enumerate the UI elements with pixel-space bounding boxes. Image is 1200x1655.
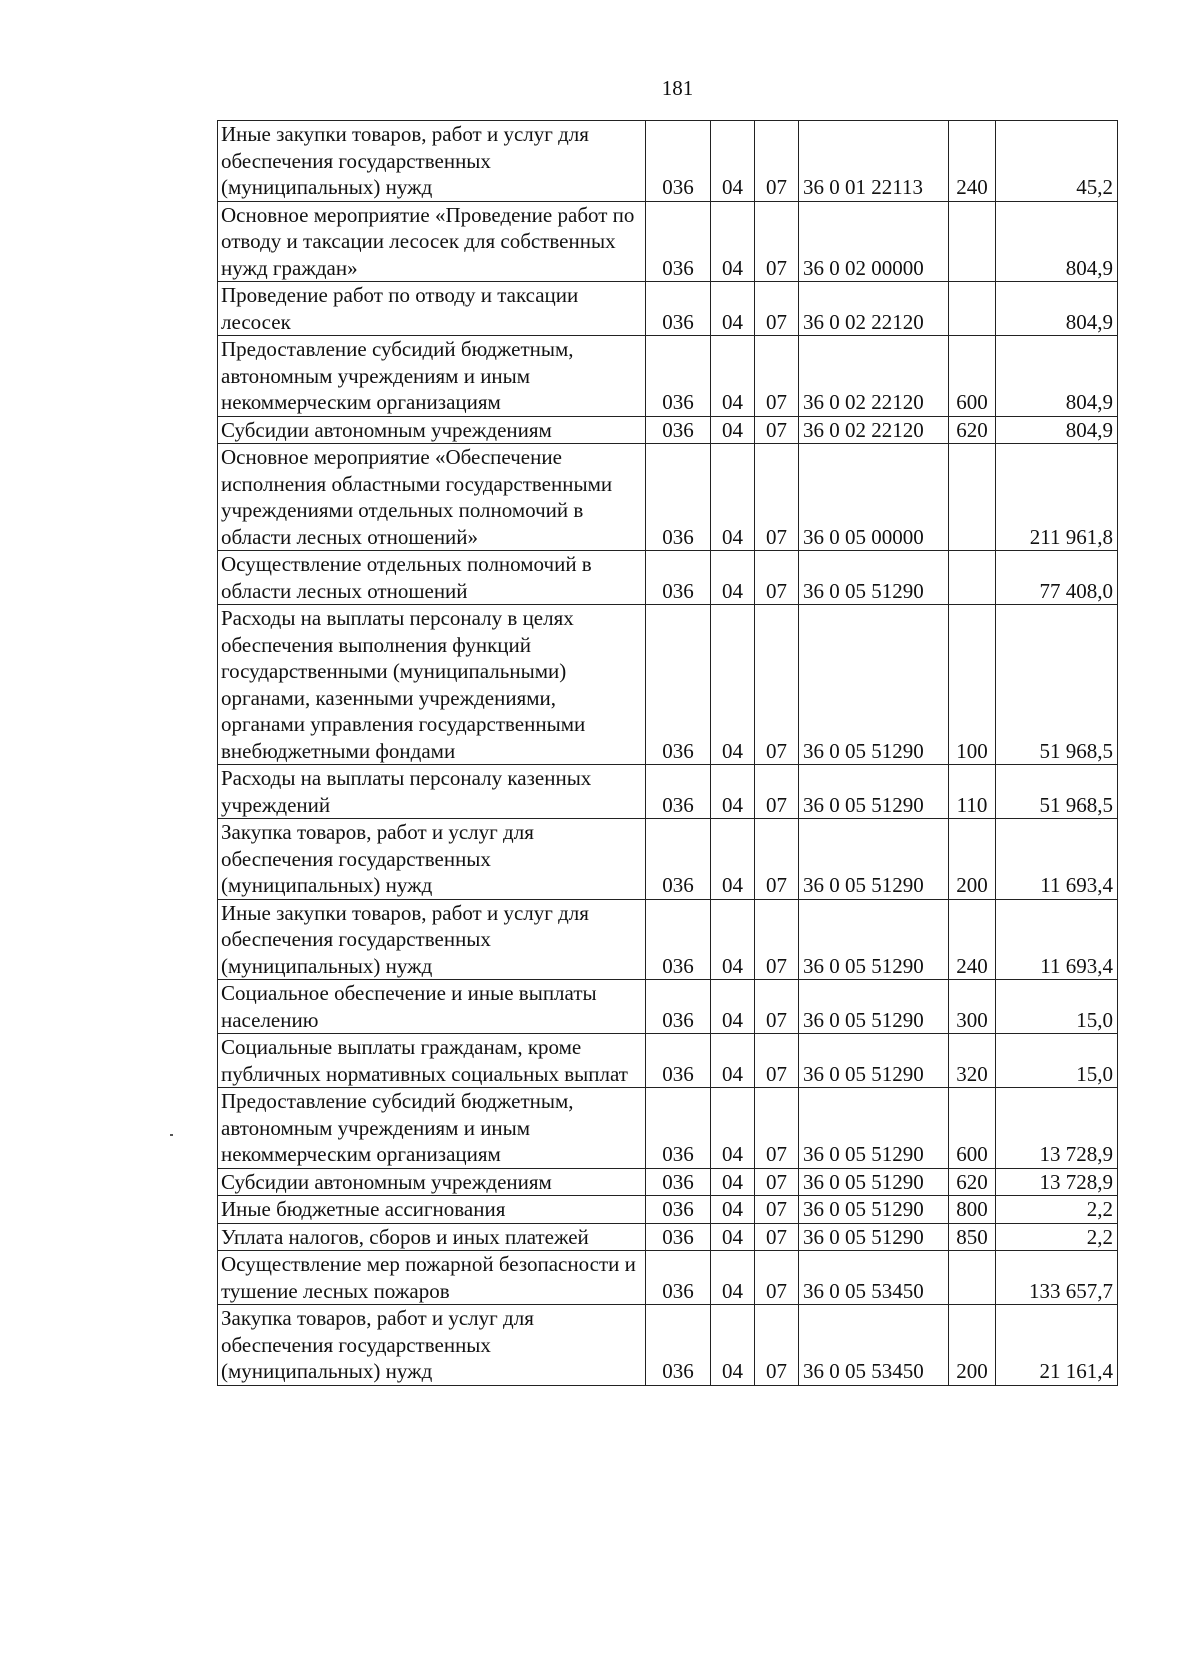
amount: 21 161,4 [996,1305,1118,1386]
table-row [218,444,1118,551]
subsection-code: 07 [755,980,799,1034]
ministry-code: 036 [646,416,711,444]
expense-type-code [949,444,996,551]
section-code: 04 [711,336,755,417]
target-article-code: 36 0 05 51290 [799,1223,949,1251]
target-article-code: 36 0 05 53450 [799,1305,949,1386]
section-code: 04 [711,765,755,819]
section-code: 04 [711,1251,755,1305]
row-name: Расходы на выплаты персоналу в целях обеспечения выполнения функций государственными (муниципальными) органами, казенными учреждениями, органами управления государственными внебюджетными фондами [218,605,646,765]
amount: 804,9 [996,336,1118,417]
ministry-code: 036 [646,1251,711,1305]
section-code: 04 [711,980,755,1034]
table-row [218,1223,1118,1251]
row-name: Субсидии автономным учреждениям [218,416,646,444]
section-code: 04 [711,1196,755,1224]
ministry-code: 036 [646,121,711,202]
amount: 2,2 [996,1196,1118,1224]
page-number: 181 [661,76,694,100]
subsection-code: 07 [755,1196,799,1224]
table-row [218,1088,1118,1169]
expense-type-code: 600 [949,1088,996,1169]
amount: 804,9 [996,416,1118,444]
expense-type-code: 800 [949,1196,996,1224]
target-article-code: 36 0 05 51290 [799,899,949,980]
ministry-code: 036 [646,551,711,605]
table-row [218,1196,1118,1224]
expense-type-code: 240 [949,121,996,202]
row-name: Предоставление субсидий бюджетным, автономным учреждениям и иным некоммерческим организациям [218,336,646,417]
amount: 11 693,4 [996,819,1118,900]
row-name: Иные закупки товаров, работ и услуг для обеспечения государственных (муниципальных) нужд [218,899,646,980]
subsection-code: 07 [755,605,799,765]
ministry-code: 036 [646,605,711,765]
row-name: Предоставление субсидий бюджетным, автономным учреждениям и иным некоммерческим организациям [218,1088,646,1169]
row-name: Основное мероприятие «Обеспечение исполнения областными государственными учреждениями отдельных полномочий в области лесных отношений» [218,444,646,551]
target-article-code: 36 0 05 53450 [799,1251,949,1305]
amount: 51 968,5 [996,605,1118,765]
amount: 77 408,0 [996,551,1118,605]
subsection-code: 07 [755,282,799,336]
subsection-code: 07 [755,765,799,819]
target-article-code: 36 0 05 51290 [799,819,949,900]
expense-type-code [949,551,996,605]
table-row [218,551,1118,605]
expense-type-code [949,282,996,336]
table-row [218,201,1118,282]
table-row [218,1251,1118,1305]
table-row [218,336,1118,417]
subsection-code: 07 [755,416,799,444]
subsection-code: 07 [755,121,799,202]
expense-type-code: 100 [949,605,996,765]
ministry-code: 036 [646,980,711,1034]
section-code: 04 [711,819,755,900]
target-article-code: 36 0 05 51290 [799,1196,949,1224]
subsection-code: 07 [755,201,799,282]
section-code: 04 [711,282,755,336]
section-code: 04 [711,1223,755,1251]
row-name: Субсидии автономным учреждениям [218,1168,646,1196]
table-row [218,899,1118,980]
row-name: Расходы на выплаты персоналу казенных учреждений [218,765,646,819]
row-name: Основное мероприятие «Проведение работ по отводу и таксации лесосек для собственных нужд граждан» [218,201,646,282]
table-row [218,765,1118,819]
table-row [218,1305,1118,1386]
target-article-code: 36 0 02 00000 [799,201,949,282]
row-name: Иные закупки товаров, работ и услуг для обеспечения государственных (муниципальных) нужд [218,121,646,202]
subsection-code: 07 [755,444,799,551]
budget-table-body [218,121,1118,1386]
amount: 51 968,5 [996,765,1118,819]
row-name: Осуществление мер пожарной безопасности и тушение лесных пожаров [218,1251,646,1305]
ministry-code: 036 [646,282,711,336]
table-row [218,121,1118,202]
section-code: 04 [711,1168,755,1196]
target-article-code: 36 0 05 51290 [799,1168,949,1196]
ministry-code: 036 [646,336,711,417]
subsection-code: 07 [755,1088,799,1169]
target-article-code: 36 0 05 00000 [799,444,949,551]
ministry-code: 036 [646,1196,711,1224]
row-name: Социальное обеспечение и иные выплаты населению [218,980,646,1034]
target-article-code: 36 0 05 51290 [799,605,949,765]
budget-table [217,120,1118,1386]
section-code: 04 [711,121,755,202]
row-name: Уплата налогов, сборов и иных платежей [218,1223,646,1251]
subsection-code: 07 [755,1034,799,1088]
ministry-code: 036 [646,1305,711,1386]
amount: 11 693,4 [996,899,1118,980]
amount: 13 728,9 [996,1168,1118,1196]
amount: 133 657,7 [996,1251,1118,1305]
subsection-code: 07 [755,1305,799,1386]
scan-speck [170,1134,173,1136]
expense-type-code: 320 [949,1034,996,1088]
table-row [218,605,1118,765]
target-article-code: 36 0 01 22113 [799,121,949,202]
section-code: 04 [711,444,755,551]
expense-type-code: 200 [949,819,996,900]
target-article-code: 36 0 05 51290 [799,980,949,1034]
subsection-code: 07 [755,819,799,900]
section-code: 04 [711,1034,755,1088]
ministry-code: 036 [646,899,711,980]
row-name: Проведение работ по отводу и таксации лесосек [218,282,646,336]
section-code: 04 [711,605,755,765]
expense-type-code: 600 [949,336,996,417]
amount: 2,2 [996,1223,1118,1251]
section-code: 04 [711,416,755,444]
subsection-code: 07 [755,336,799,417]
row-name: Закупка товаров, работ и услуг для обеспечения государственных (муниципальных) нужд [218,819,646,900]
subsection-code: 07 [755,1168,799,1196]
ministry-code: 036 [646,1223,711,1251]
target-article-code: 36 0 02 22120 [799,282,949,336]
subsection-code: 07 [755,1251,799,1305]
section-code: 04 [711,1088,755,1169]
subsection-code: 07 [755,899,799,980]
row-name: Закупка товаров, работ и услуг для обеспечения государственных (муниципальных) нужд [218,1305,646,1386]
target-article-code: 36 0 05 51290 [799,765,949,819]
row-name: Иные бюджетные ассигнования [218,1196,646,1224]
expense-type-code: 300 [949,980,996,1034]
expense-type-code: 240 [949,899,996,980]
expense-type-code: 200 [949,1305,996,1386]
section-code: 04 [711,551,755,605]
table-row [218,282,1118,336]
section-code: 04 [711,1305,755,1386]
section-code: 04 [711,201,755,282]
subsection-code: 07 [755,551,799,605]
row-name: Осуществление отдельных полномочий в области лесных отношений [218,551,646,605]
expense-type-code [949,201,996,282]
ministry-code: 036 [646,1088,711,1169]
expense-type-code [949,1251,996,1305]
ministry-code: 036 [646,201,711,282]
amount: 45,2 [996,121,1118,202]
target-article-code: 36 0 05 51290 [799,1088,949,1169]
ministry-code: 036 [646,765,711,819]
row-name: Социальные выплаты гражданам, кроме публичных нормативных социальных выплат [218,1034,646,1088]
ministry-code: 036 [646,1034,711,1088]
section-code: 04 [711,899,755,980]
table-row [218,1034,1118,1088]
target-article-code: 36 0 05 51290 [799,1034,949,1088]
amount: 15,0 [996,980,1118,1034]
table-row [218,416,1118,444]
table-row [218,980,1118,1034]
amount: 804,9 [996,201,1118,282]
expense-type-code: 850 [949,1223,996,1251]
target-article-code: 36 0 02 22120 [799,416,949,444]
expense-type-code: 620 [949,416,996,444]
table-row [218,819,1118,900]
ministry-code: 036 [646,444,711,551]
ministry-code: 036 [646,819,711,900]
table-row [218,1168,1118,1196]
amount: 15,0 [996,1034,1118,1088]
target-article-code: 36 0 02 22120 [799,336,949,417]
amount: 804,9 [996,282,1118,336]
amount: 211 961,8 [996,444,1118,551]
expense-type-code: 110 [949,765,996,819]
subsection-code: 07 [755,1223,799,1251]
amount: 13 728,9 [996,1088,1118,1169]
target-article-code: 36 0 05 51290 [799,551,949,605]
expense-type-code: 620 [949,1168,996,1196]
ministry-code: 036 [646,1168,711,1196]
